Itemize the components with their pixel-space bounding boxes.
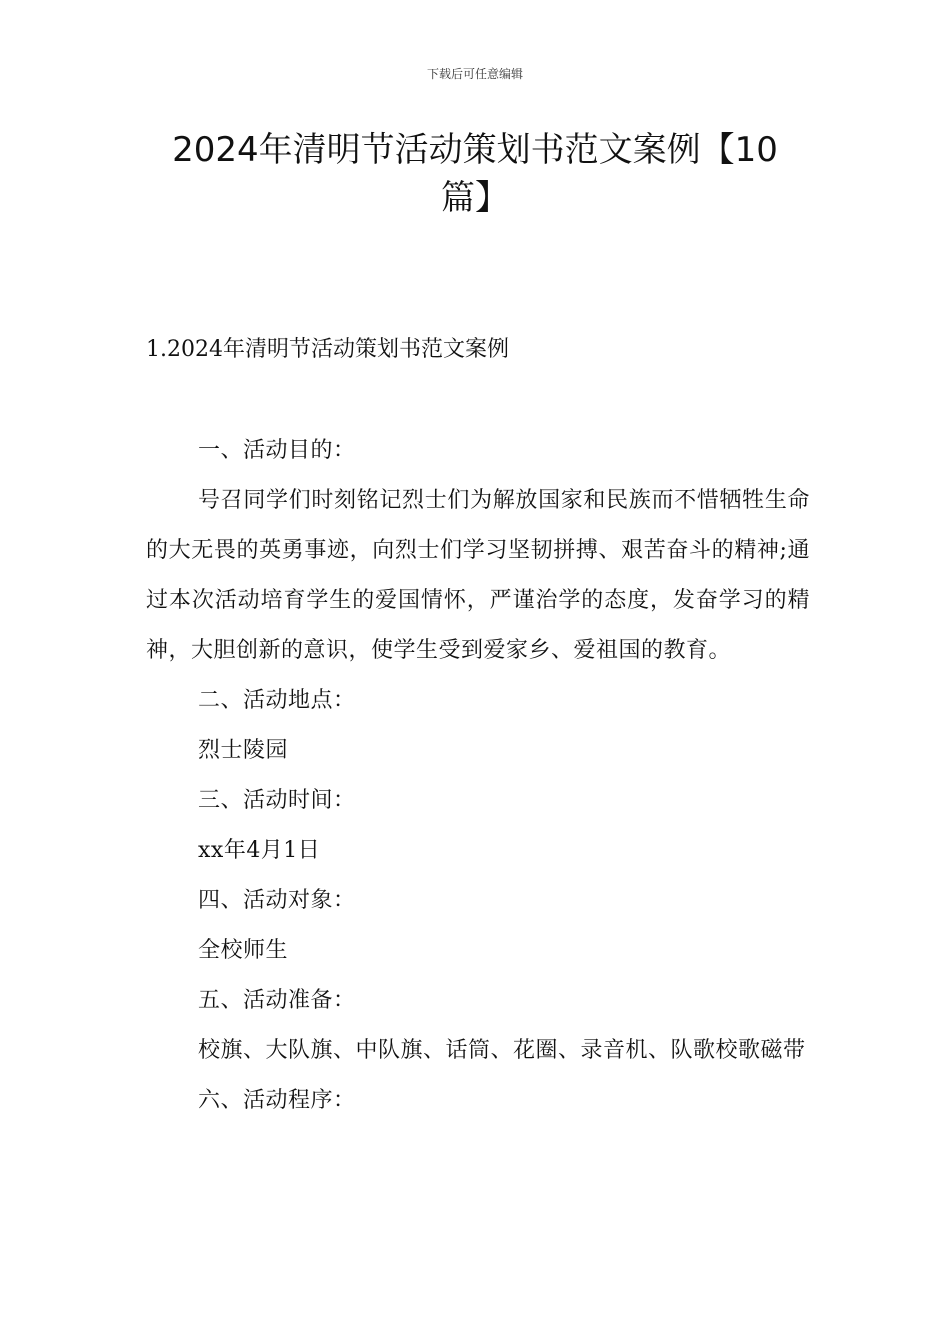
heading-audience: 四、活动对象：	[198, 888, 356, 913]
heading-purpose: 一、活动目的：	[198, 438, 356, 463]
header-note: 下载后可任意编辑	[426, 67, 523, 81]
heading-location: 二、活动地点：	[198, 688, 356, 713]
heading-time: 三、活动时间：	[198, 788, 356, 813]
document-title: 2024年清明节活动策划书范文案例【10篇】	[172, 130, 778, 218]
time-value: xx年4月1日	[198, 838, 321, 863]
audience-value: 全校师生	[198, 938, 289, 963]
heading-procedure: 六、活动程序：	[198, 1088, 356, 1113]
body-text	[146, 426, 810, 1126]
preparation-value: 校旗、大队旗、中队旗、话筒、花圈、录音机、队歌校歌磁带	[198, 1038, 806, 1063]
section-title: 1.2024年清明节活动策划书范文案例	[146, 337, 509, 362]
purpose-paragraph: 号召同学们时刻铭记烈士们为解放国家和民族而不惜牺牲生命的大无畏的英勇事迹，向烈士们学习坚韧拼搏、艰苦奋斗的精神;通过本次活动培育学生的爱国情怀，严谨治学的态度，发奋学习的精神，大胆创新的意识，使学生受到爱家乡、爱祖国的教育。	[146, 488, 810, 663]
heading-preparation: 五、活动准备：	[198, 988, 356, 1013]
location-value: 烈士陵园	[198, 738, 289, 763]
